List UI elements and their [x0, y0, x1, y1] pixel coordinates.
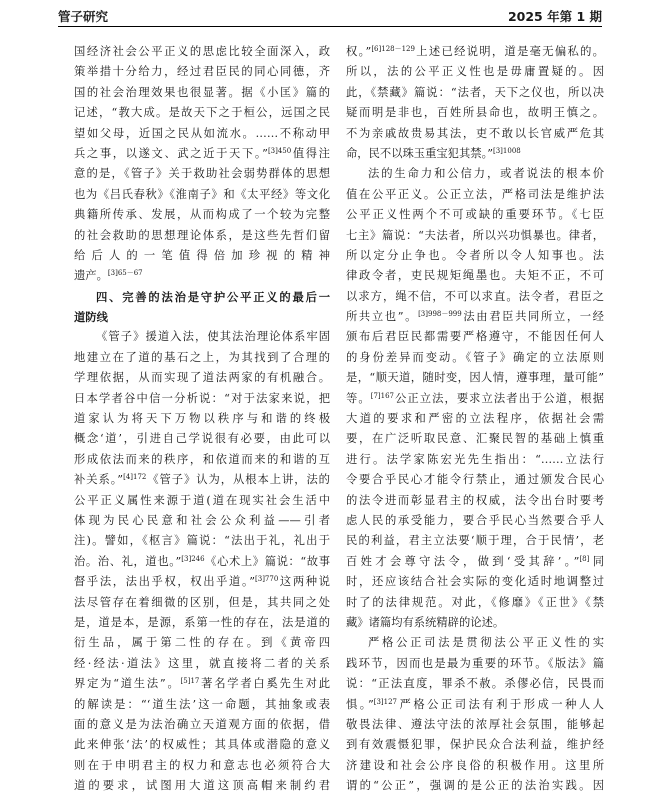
line-text: 公平正义属性来源于道(道在现实社会生活中: [74, 493, 330, 507]
section-heading-line: [74, 307, 330, 327]
citation-marker: [5]17: [180, 677, 200, 686]
line-text: 等。: [346, 391, 371, 405]
text-line: [74, 674, 330, 694]
text-line: [74, 185, 330, 205]
line-text: 疑而明是非也，百姓所县命也，故明王慎之。: [346, 106, 604, 120]
text-line: [74, 205, 330, 225]
text-line: [346, 654, 604, 674]
running-header: [58, 6, 602, 27]
text-line: [346, 103, 604, 123]
line-text: 概念‘道’，引进自己学说很有必要，由此可以: [74, 432, 330, 446]
line-text: 民的利益，君主立法要‘顺于理，合于民情’，老: [346, 534, 604, 548]
line-text: 进行。法学家陈宏光先生指出：“……立法行: [346, 452, 604, 466]
line-text: 意的是，《管子》关于救助社会弱势群体的思想: [74, 167, 330, 181]
line-text: 此，《禁藏》篇说：“法者，天下之仪也，所以决: [346, 85, 604, 99]
line-text: 时了的法律规范。对此，《修靡》《正世》《禁: [346, 595, 604, 609]
citation-marker: [3]770: [255, 575, 279, 584]
text-line: [74, 327, 330, 347]
line-text-continued: 《心术上》篇说：“故事: [204, 554, 330, 568]
line-text: 形成依法而来的秩序，和依道而来的和谐的互: [74, 452, 330, 466]
line-text: 补关系。”: [74, 473, 124, 487]
text-line: [346, 42, 604, 62]
line-text: 命，民不以珠玉重宝犯其禁。”: [346, 146, 493, 160]
line-text: 界定为“道生法”。: [74, 677, 181, 691]
line-text-continued: 值得注: [291, 146, 330, 160]
line-text: 是，“顺天道，随时变，因人情，遵事理，量可能”: [346, 371, 604, 385]
text-line: [74, 83, 330, 103]
line-text: 体现为民心民意和社会公众利益——引者: [74, 513, 330, 527]
citation-marker: [7]167: [370, 391, 394, 400]
line-text: 谓的“公正”，强调的是公正的法治实践。因: [346, 779, 604, 793]
line-text: 督乎法，法出乎权，权出乎道。”: [74, 575, 256, 589]
text-line: [74, 593, 330, 613]
text-line: [74, 654, 330, 674]
line-text: 道家认为将天下万物以秩序与和谐的终极: [74, 412, 330, 426]
line-text: 望如父母，近国之民从如流水。……不称动甲: [74, 126, 330, 140]
line-text: 学理依据，从而实现了道法两家的有机融合。: [74, 371, 330, 385]
left-text-column: [74, 42, 330, 796]
text-line: [346, 695, 604, 715]
line-text: 兵之事，以遂文、武之近于天下。”: [74, 146, 268, 160]
text-line: [346, 368, 604, 388]
text-line: [346, 531, 604, 551]
text-line: [346, 593, 604, 613]
line-text: 藏》诸篇均有系统精辟的论述。: [346, 615, 505, 629]
line-text: 济建设和社会公序良俗的积极作用。这里所: [346, 758, 604, 772]
text-line: [74, 511, 330, 531]
right-text-column: [346, 42, 604, 796]
citation-marker: [3]127: [373, 697, 398, 706]
text-line: [346, 246, 604, 266]
text-line: [346, 83, 604, 103]
text-line: [346, 511, 604, 531]
line-text: 时，还应该结合社会实际的变化适时地调整过: [346, 575, 604, 589]
text-line: [346, 735, 604, 755]
text-line: [74, 531, 330, 551]
citation-marker: [4]172: [123, 473, 147, 482]
line-text: 不为亲戚故贵易其法，吏不敢以长官威严危其: [346, 126, 604, 140]
section-heading-line: [74, 287, 330, 307]
line-text-continued: 公正立法，要求立法者出于公道，根据: [394, 391, 604, 405]
line-text: 经·经法·道法》这里，就直接将二者的关系: [74, 656, 330, 670]
line-text-continued: 同: [589, 554, 604, 568]
line-text: 令要合乎民心才能令行禁止，通过颁发合民心: [346, 473, 604, 487]
line-text-continued: 著名学者白奚先生对此: [199, 677, 330, 691]
line-text: 治。治、礼，道也。”: [74, 554, 182, 568]
text-line: [346, 470, 604, 490]
text-line: [346, 205, 604, 225]
line-text: 的解读是：“‘道生法’这一命题，其抽象或表: [74, 697, 330, 711]
text-line: [74, 613, 330, 633]
line-text: 道的要求，试图用大道这顶高帽来制约君: [74, 779, 330, 793]
text-line: [74, 491, 330, 511]
citation-marker: [6]128－129: [371, 45, 415, 53]
line-text: 要，在广泛听取民意、汇聚民智的基础上慎重: [346, 432, 604, 446]
line-text: 律政令者，吏民规矩绳墨也。夫矩不正，不可: [346, 269, 604, 283]
line-text: 严格公正司法是贯彻法公平正义性的实: [368, 636, 604, 650]
text-line: [74, 633, 330, 653]
text-line: [74, 409, 330, 429]
text-line: [74, 776, 330, 796]
text-line: [74, 103, 330, 123]
line-text: 是，道是本，是源，系第一性的存在，法是道的: [74, 615, 330, 629]
line-text: 策举措十分给力，经过君臣民的同心同德，齐: [74, 65, 330, 79]
line-text: 践环节，因而也是最为重要的环节。《版法》篇: [346, 656, 604, 670]
text-line: [74, 164, 330, 184]
text-line: [346, 715, 604, 735]
line-text: 国的社会治理效果也很显著。据《小匡》篇的: [74, 85, 330, 99]
line-text: 注)。譬如，《枢言》篇说：“法出于礼，礼出于: [74, 534, 330, 548]
text-line: [74, 368, 330, 388]
text-line: [346, 572, 604, 592]
line-text: 面的意义是为法治确立天道观方面的依据，借: [74, 717, 330, 731]
line-text: 则在于申明君主的权力和意志也必须符合大: [74, 758, 330, 772]
text-line: [74, 348, 330, 368]
text-line: [74, 266, 330, 286]
line-text: 法尽管存在着细微的区别，但是，其共同之处: [74, 595, 330, 609]
line-text: 法的生命力和公信力，或者说法的根本价: [368, 167, 604, 181]
text-line: [346, 124, 604, 144]
text-line: [346, 266, 604, 286]
line-text: 惧。”: [346, 697, 374, 711]
line-text: 的法令进而彰显君主的权威，法令出台时要考: [346, 493, 604, 507]
text-line: [346, 776, 604, 796]
text-line: [74, 246, 330, 266]
line-text: 七主》篇说：“夫法者，所以兴功惧暴也。律者，: [346, 228, 604, 242]
text-line: [74, 715, 330, 735]
citation-marker: [3]246: [181, 554, 205, 563]
line-text: 值在公平正义。公正立法，严格司法是维护法: [346, 187, 604, 201]
line-text: 给后人的一笔值得倍加珍视的精神: [74, 248, 330, 262]
text-line: [346, 144, 604, 164]
text-line: [346, 185, 604, 205]
line-text: 道防线: [74, 310, 108, 325]
citation-marker: [3]450: [267, 146, 292, 155]
text-line: [74, 144, 330, 164]
line-text: 所以，法的公平正义性也是毋庸置疑的。因: [346, 65, 604, 79]
line-text: 此来伸张‘法’的权威性；其具体或潜隐的意义: [74, 738, 330, 752]
line-text: 颁布后君臣民都需要严格遵守，不能因任何人: [346, 330, 604, 344]
line-text: 的社会救助的思想理论体系，是这些先哲们留: [74, 228, 330, 242]
text-line: [346, 674, 604, 694]
text-line: [346, 756, 604, 776]
line-text-continued: 《管子》认为，从根本上讲，法的: [146, 473, 330, 487]
text-line: [346, 164, 604, 184]
text-line: [74, 572, 330, 592]
line-text-continued: 这两种说: [278, 575, 330, 589]
text-line: [74, 450, 330, 470]
text-line: [74, 735, 330, 755]
citation-marker: [3]1008: [493, 146, 521, 155]
text-line: [74, 552, 330, 572]
issue-label: 2025 年第 1 期: [507, 9, 602, 24]
citation-marker: [8]: [579, 554, 590, 563]
line-text: 公平正义性两个不可或缺的重要环节。《七臣: [346, 208, 604, 222]
line-text: 大道的要求和严密的立法程序，依据社会需: [346, 412, 604, 426]
text-line: [346, 409, 604, 429]
text-line: [74, 470, 330, 490]
line-text: 说：“正法直度，罪杀不赦。杀僇必信，民畏而: [346, 677, 604, 691]
text-line: [74, 124, 330, 144]
citation-marker: [3]65－67: [107, 269, 143, 278]
line-text-continued: 严格公正司法有利于形成一种人人: [397, 697, 604, 711]
line-text: 权。”: [346, 45, 372, 58]
text-line: [346, 307, 604, 327]
journal-title: 管子研究: [58, 9, 109, 24]
line-text: 国经济社会公平正义的思虑比较全面深入，政: [74, 45, 330, 58]
text-line: [346, 429, 604, 449]
line-text-continued: 法由君臣共同所立，一经: [461, 310, 604, 324]
text-line: [74, 429, 330, 449]
line-text: 虑人民的承受能力，要合乎民心当然要合乎人: [346, 513, 604, 527]
text-line: [74, 62, 330, 82]
line-text: 遗产。: [74, 269, 108, 283]
line-text: 百姓才会尊守法令，做到‘受其辞’。”: [346, 554, 580, 568]
line-text: 记述，“教大成。是故天下之于桓公，远国之民: [74, 106, 330, 120]
text-line: [74, 226, 330, 246]
line-text: 典籍所传承、发展，从而构成了一个较为完整: [74, 208, 330, 222]
line-text: 《管子》援道入法，使其法治理论体系牢固: [96, 330, 330, 344]
text-line: [346, 491, 604, 511]
line-text: 衍生品，属于第二性的存在。到《黄帝四: [74, 636, 330, 650]
line-text: 日本学者谷中信一分析说：“对于法家来说，把: [74, 391, 330, 405]
text-line: [346, 287, 604, 307]
text-line: [74, 42, 330, 62]
text-line: [346, 389, 604, 409]
line-text: 也为《吕氏春秋》《淮南子》和《太平经》等文化: [74, 187, 330, 201]
citation-marker: [3]998－999: [418, 310, 462, 319]
line-text: 所以定分止争也。令者所以令人知事也。法: [346, 248, 604, 262]
text-line: [74, 695, 330, 715]
text-line: [74, 756, 330, 776]
text-line: [346, 613, 604, 633]
text-line: [346, 62, 604, 82]
line-text: 到有效震慑犯罪，保护民众合法利益，维护经: [346, 738, 604, 752]
text-line: [346, 552, 604, 572]
line-text: 四、完善的法治是守护公平正义的最后一: [96, 289, 330, 304]
text-line: [346, 226, 604, 246]
line-text: 所共立也”。: [346, 310, 419, 324]
line-text: 地建立在了道的基石之上，为其找到了合理的: [74, 350, 330, 364]
line-text: 的身份差异而变动。《管子》确定的立法原则: [346, 350, 604, 364]
text-line: [74, 389, 330, 409]
line-text-continued: 上述已经说明，道是毫无偏私的。: [414, 45, 604, 58]
text-line: [346, 450, 604, 470]
text-line: [346, 633, 604, 653]
line-text: 敬畏法律、遵法守法的浓厚社会氛围，能够起: [346, 717, 604, 731]
text-line: [346, 348, 604, 368]
line-text: 以求方，绳不信，不可以求直。法令者，君臣之: [346, 289, 604, 303]
text-line: [346, 327, 604, 347]
